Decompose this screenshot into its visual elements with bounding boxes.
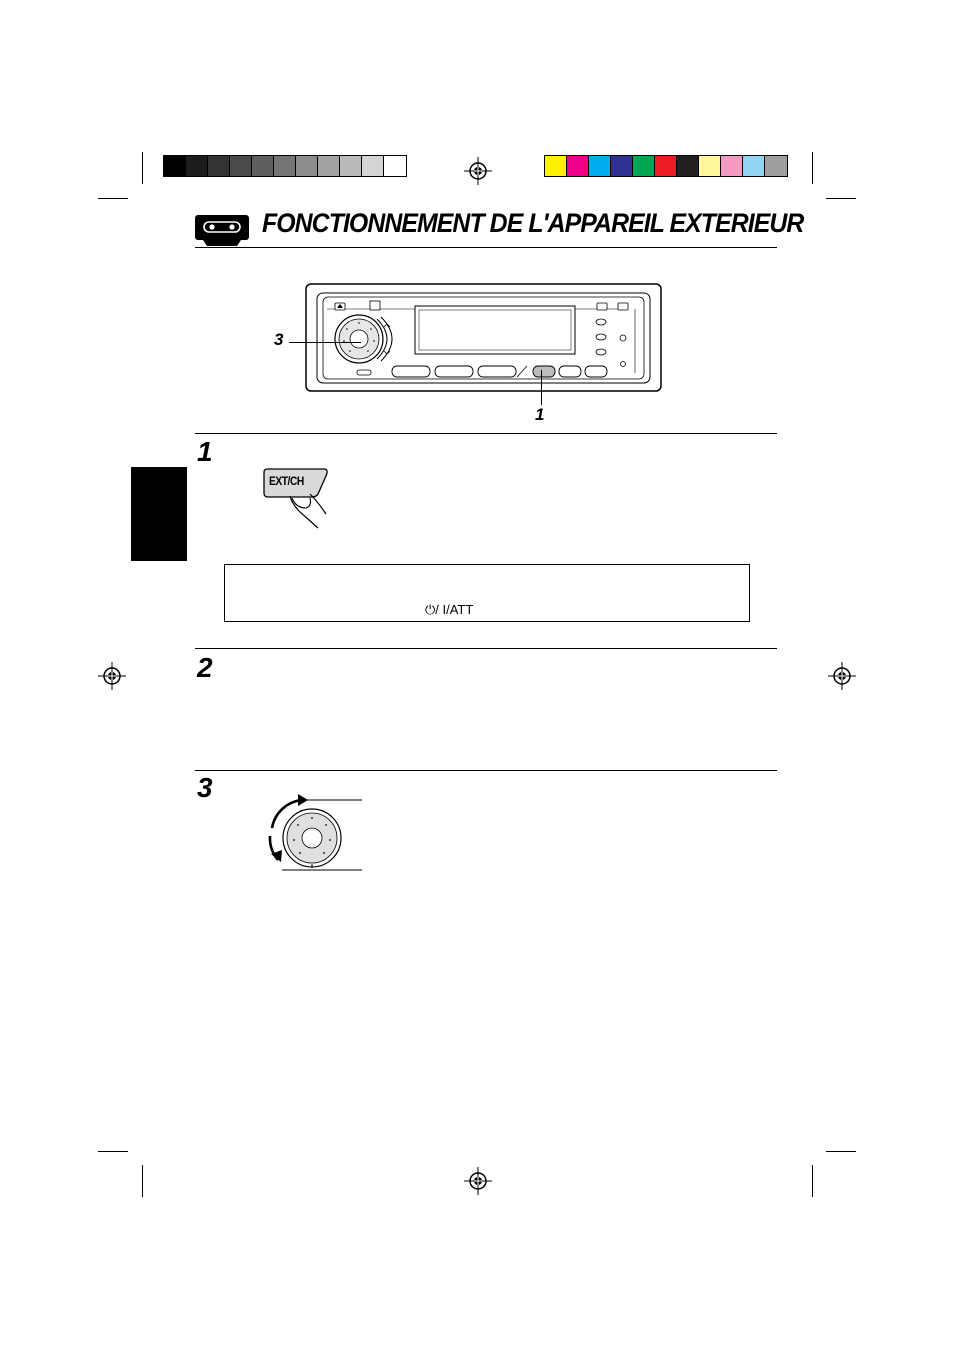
header-rule [195,247,777,248]
crop-mark [98,198,128,199]
color-swatch [743,156,765,176]
cassette-icon [195,215,249,247]
registration-mark-icon [463,1166,493,1196]
color-swatch [633,156,655,176]
note-box [224,564,750,622]
step-divider [195,770,777,771]
color-swatch [545,156,567,176]
power-att-label: ⏻/ I/ATT [425,602,474,617]
ext-ch-button-label: EXT/CH [269,474,304,488]
grayscale-swatch [252,156,274,176]
grayscale-swatch [164,156,186,176]
crop-mark [812,1165,813,1197]
grayscale-swatch [340,156,362,176]
crop-mark [826,1151,856,1152]
color-swatch [721,156,743,176]
crop-mark [142,1165,143,1197]
color-swatch [699,156,721,176]
callout-leader-line [541,370,542,405]
grayscale-swatch [230,156,252,176]
color-swatch [567,156,589,176]
grayscale-swatch [208,156,230,176]
page-title: FONCTIONNEMENT DE L'APPAREIL EXTERIEUR [262,208,804,238]
grayscale-swatch [274,156,296,176]
step-number: 3 [197,772,213,803]
language-side-tab [131,467,187,561]
color-swatch [677,156,699,176]
grayscale-swatch [362,156,384,176]
callout-label-3: 3 [274,330,284,349]
grayscale-swatch [296,156,318,176]
step-number: 2 [197,652,213,683]
crop-mark [826,198,856,199]
color-swatch [611,156,633,176]
color-swatch [589,156,611,176]
callout-label-1: 1 [535,405,545,424]
registration-mark-icon [463,156,493,186]
crop-mark [142,152,143,184]
control-dial-rotate-icon [262,792,366,874]
color-swatch [655,156,677,176]
callout-leader-line [289,342,361,343]
grayscale-swatch [186,156,208,176]
grayscale-swatch [384,156,406,176]
ext-ch-button [262,468,328,494]
grayscale-swatch [318,156,340,176]
step-number: 1 [197,436,213,467]
crop-mark [98,1151,128,1152]
registration-mark-icon [97,661,127,691]
color-swatch [765,156,787,176]
step-divider [195,648,777,649]
car-stereo-panel-illustration [305,283,663,393]
grayscale-calibration-bar [163,155,407,177]
color-calibration-bar [544,155,788,177]
registration-mark-icon [827,661,857,691]
crop-mark [812,152,813,184]
step-divider [195,433,777,434]
